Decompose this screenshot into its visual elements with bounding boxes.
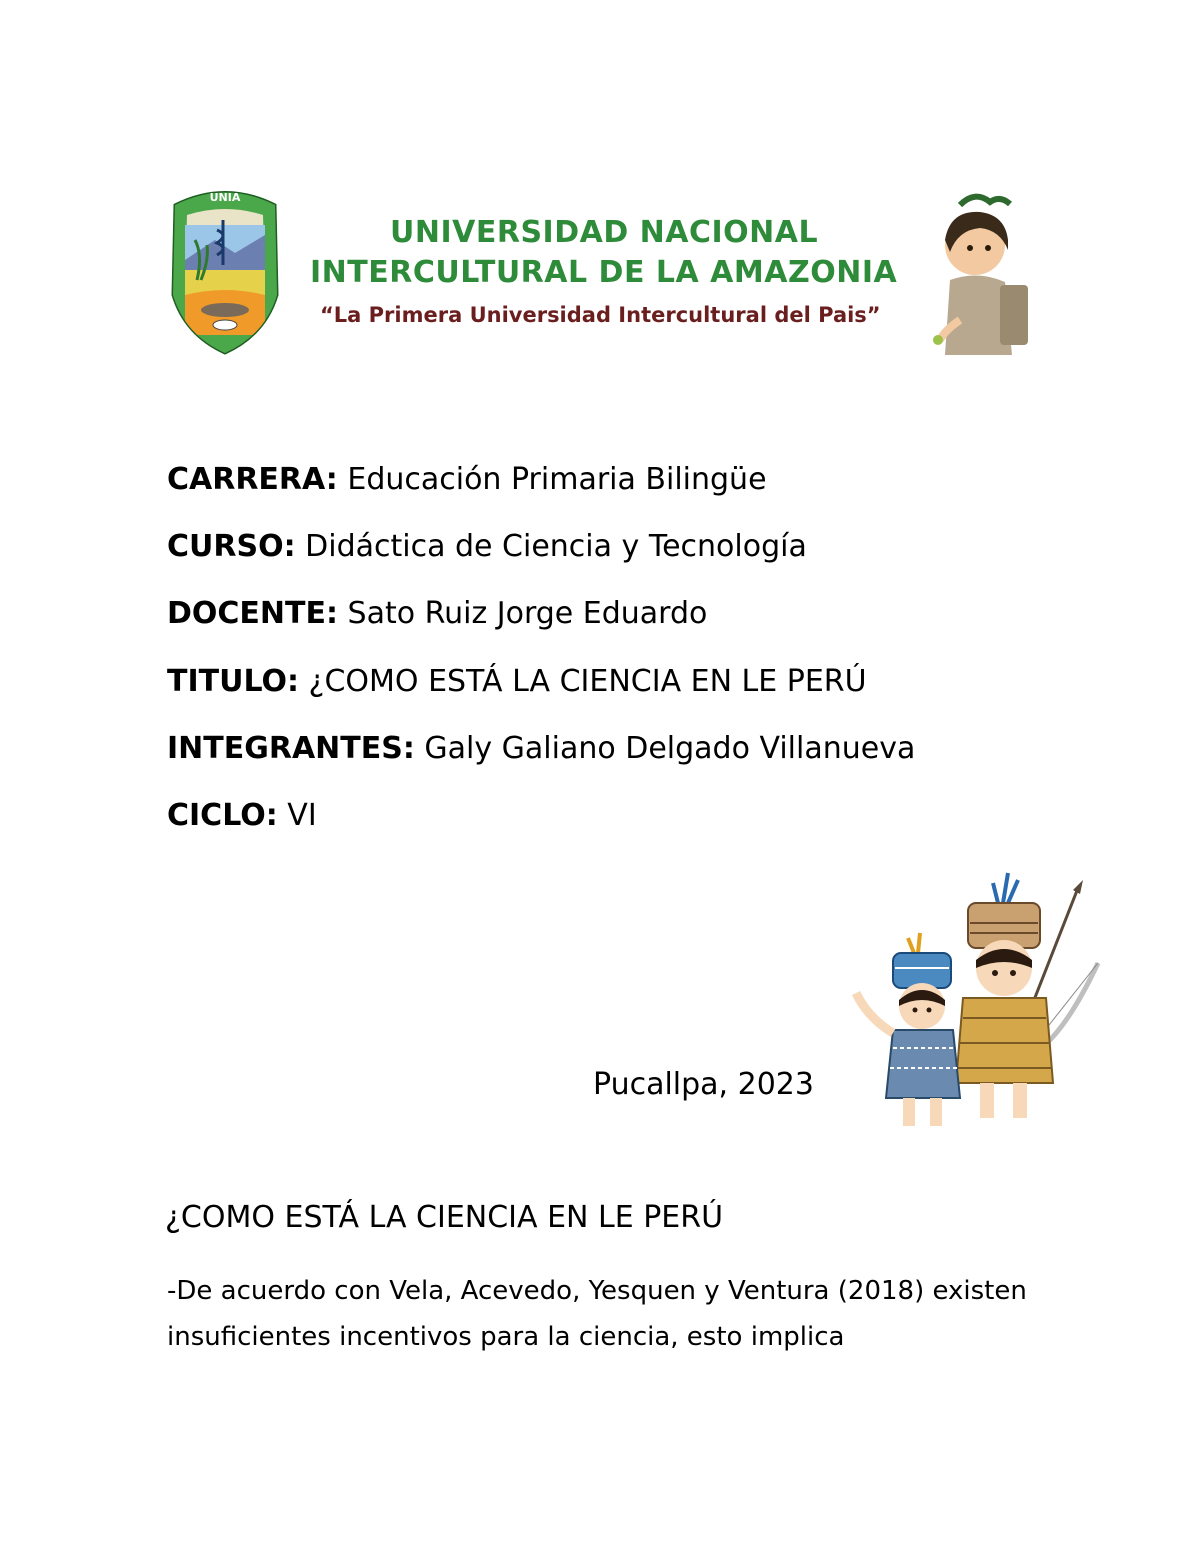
field-ciclo [167, 798, 317, 834]
field-value: Sato Ruiz Jorge Eduardo [347, 596, 708, 631]
field-docente [167, 596, 707, 632]
child-mascot-icon [920, 190, 1035, 360]
field-value: Educación Primaria Bilingüe [347, 462, 767, 497]
university-banner [165, 185, 1035, 360]
field-integrantes [167, 731, 915, 767]
university-crest-icon [165, 185, 285, 355]
field-value: VI [287, 798, 317, 833]
field-label: CARRERA: [167, 462, 338, 497]
field-label: CICLO: [167, 798, 278, 833]
field-value: ¿COMO ESTÁ LA CIENCIA EN LE PERÚ [308, 664, 867, 699]
field-label: TITULO: [167, 664, 299, 699]
field-value: Galy Galiano Delgado Villanueva [424, 731, 916, 766]
field-label: DOCENTE: [167, 596, 338, 631]
university-name-line2: INTERCULTURAL DE LA AMAZONIA [310, 255, 898, 290]
field-carrera [167, 462, 767, 498]
children-illustration-icon [848, 868, 1106, 1133]
field-label: INTEGRANTES: [167, 731, 415, 766]
field-curso [167, 529, 807, 565]
crest-top-text: UNIA [209, 191, 241, 204]
section-heading: ¿COMO ESTÁ LA CIENCIA EN LE PERÚ [165, 1200, 724, 1235]
university-name-line1: UNIVERSIDAD NACIONAL [390, 215, 819, 250]
field-titulo [167, 664, 867, 700]
section-paragraph: -De acuerdo con Vela, Acevedo, Yesquen y Ventura (2018) existen insuficientes incentivos para la ciencia, esto implica [167, 1276, 1027, 1352]
university-motto: “La Primera Universidad Intercultural del Pais” [320, 303, 881, 327]
field-value: Didáctica de Ciencia y Tecnología [305, 529, 807, 564]
field-label: CURSO: [167, 529, 296, 564]
place-date: Pucallpa, 2023 [593, 1067, 814, 1102]
